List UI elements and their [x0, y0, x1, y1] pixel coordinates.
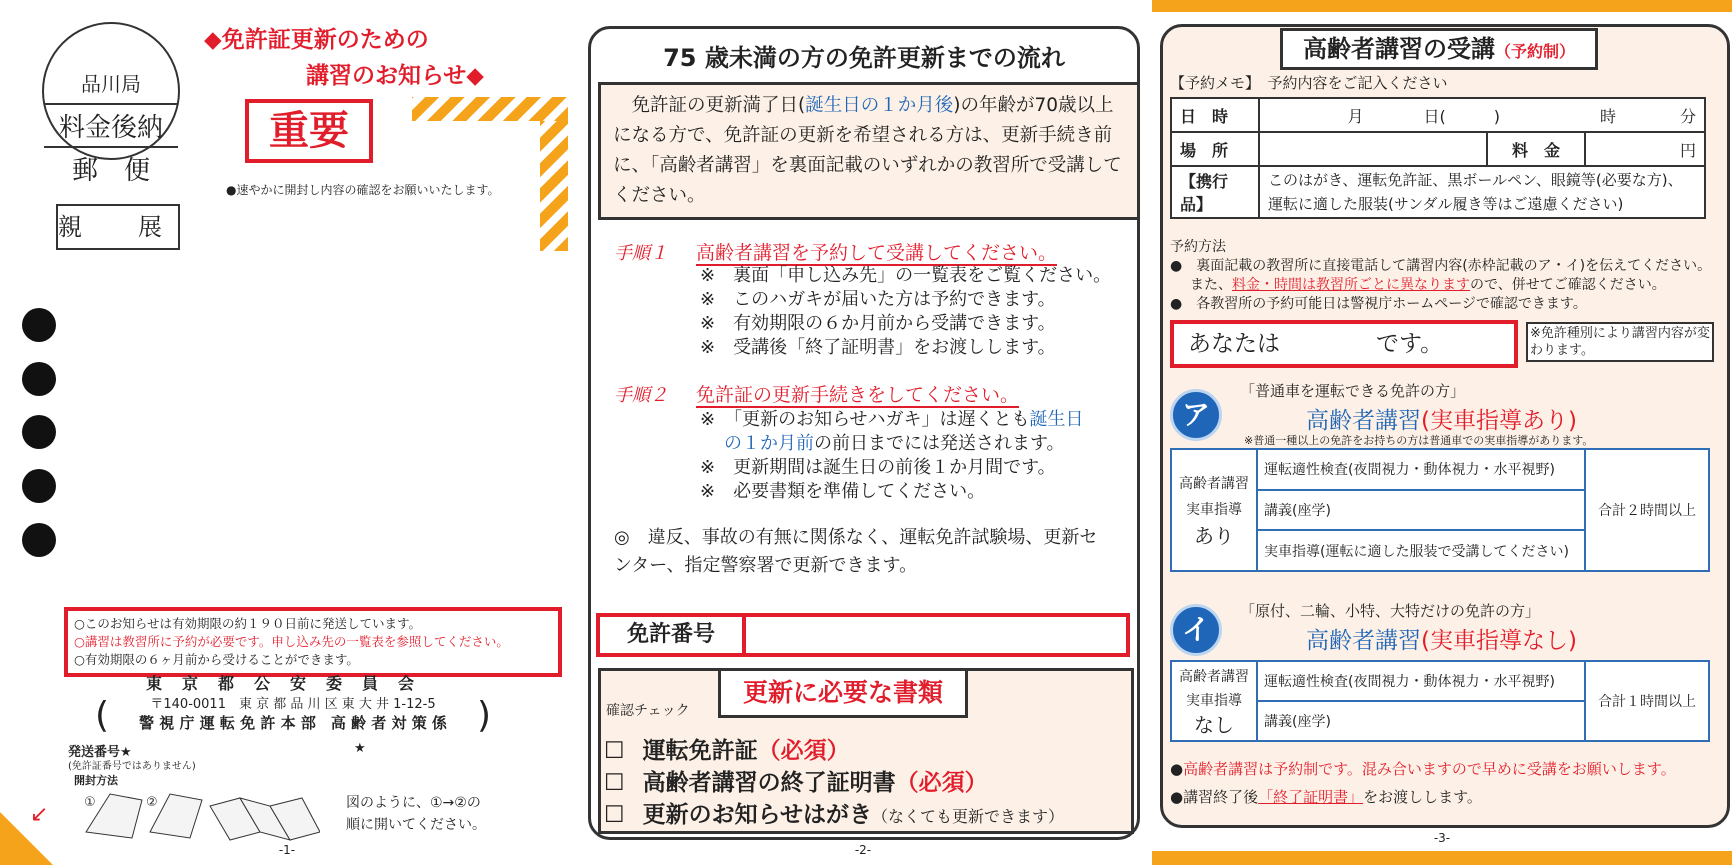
punch-hole — [22, 523, 56, 557]
list-item-cont: の１か月前の前日までには発送されます。 — [724, 433, 1065, 454]
step1-header — [614, 238, 1057, 265]
step1-label: 手順１ — [614, 243, 668, 264]
foot-note-1: ●高齢者講習は予約制です。混み合いますので早めに受講をお願いします。 — [1170, 760, 1676, 778]
doc-item: ☐ 運転免許証（必須） — [604, 738, 850, 764]
table-cell: 運転適性検査(夜間視力・動体視力・水平視野) — [1257, 661, 1585, 701]
intro-text: )の年齢が70歳以上になる方で、免許証の更新を希望される方は、更新手続き前に、「高齢者講習」を裏面記載のいずれかの教習所で受講してください。 — [613, 95, 1122, 206]
method-line: ● 裏面記載の教習所に直接電話して講習内容(赤枠記載のア・イ)を伝えてください。 — [1170, 258, 1712, 274]
license-number-label: 免許番号 — [600, 617, 746, 653]
intro-box — [598, 82, 1140, 220]
open-instructions-line2: 順に開いてください。 — [346, 817, 486, 833]
renewal-note: ◎ 違反、事故の有無に関係なく、運転免許試験場、更新センター、指定警察署で更新できます。 — [614, 527, 1098, 576]
list-item: ※ 「更新のお知らせハガキ」は遅くとも誕生日 — [700, 409, 1084, 430]
open-note: ●速やかに開封し内容の確認をお願いいたします。 — [226, 183, 500, 197]
checkbox[interactable]: ☐ — [604, 738, 625, 764]
punch-hole — [22, 308, 56, 342]
list-item: ※ 更新期間は誕生日の前後１か月間です。 — [700, 457, 1056, 478]
step2-list — [700, 408, 1120, 504]
doc-item: ☐ 高齢者講習の終了証明書（必須） — [604, 770, 988, 796]
stamp-line3: 郵 便 — [71, 156, 150, 186]
course-a-note: ※普通一種以上の免許をお持ちの方は普通車での実車指導があります。 — [1244, 434, 1594, 447]
stripe-decoration — [412, 97, 568, 121]
table-cell: 実車指導(運転に適した服装で受講してください) — [1257, 530, 1585, 571]
course-a-badge: ア — [1170, 389, 1222, 441]
notice-line: ○有効期限の６ヶ月前から受けることができます。 — [74, 652, 359, 667]
list-item: ※ 有効期限の６か月前から受講できます。 — [700, 313, 1056, 334]
list-item: ※ 裏面「申し込み先」の一覧表をご覧ください。 — [700, 265, 1112, 286]
dept-line: 警 視 庁 運 転 免 許 本 部 高 齢 者 対 策 係 — [139, 714, 447, 732]
method-label: 予約方法 — [1170, 239, 1226, 255]
arrow-icon: ↙ — [30, 802, 49, 827]
notice-box — [64, 607, 562, 677]
address-line: 〒140-0011 東 京 都 品 川 区 東 大 井 1-12-5 — [150, 697, 436, 712]
intro-highlight: 誕生日の１か月後 — [805, 95, 954, 116]
step1-heading: 高齢者講習を予約して受講してください。 — [696, 242, 1058, 264]
doc-item: ☐ 更新のお知らせはがき（なくても更新できます） — [604, 802, 1064, 828]
table-cell: 運転適性検査(夜間視力・動体視力・水平視野) — [1257, 449, 1585, 490]
panel-3 — [1152, 0, 1732, 865]
opening-diagram — [80, 782, 320, 844]
reservation-memo — [1170, 97, 1706, 219]
course-b-badge: イ — [1170, 604, 1222, 656]
important-badge: 重要 — [245, 99, 373, 163]
sending-no-label: 発送番号★ — [68, 745, 132, 760]
list-item: ※ このハガキが届いた方は予約できます。 — [700, 289, 1056, 310]
stamp-office: 品川局 — [81, 72, 141, 96]
page-number: -1- — [278, 843, 296, 857]
open-method-label: 開封方法 — [74, 774, 118, 787]
course-a-table: 高齢者講習 実車指導 あり 運転適性検査(夜間視力・動体視力・水平視野) 合計２時間以上 講義(座学) 実車指導(運転に適した服装で受講してください) — [1170, 448, 1710, 572]
list-item: ※ 必要書類を準備してください。 — [700, 481, 986, 502]
you-note: ※免許種別により講習内容が変わります。 — [1526, 322, 1714, 362]
course-b-table: 高齢者講習 実車指導 なし 運転適性検査(夜間視力・動体視力・水平視野) 合計１時間以上 講義(座学) — [1170, 660, 1710, 742]
foot-note-2: ●講習終了後「終了証明書」をお渡しします。 — [1170, 788, 1482, 806]
page-number: -3- — [1433, 831, 1451, 845]
postage-stamp — [42, 22, 180, 186]
checkbox[interactable]: ☐ — [604, 770, 625, 796]
punch-hole — [22, 415, 56, 449]
method-line: ● 各教習所の予約可能日は警視庁ホームページで確認できます。 — [1170, 296, 1587, 312]
step2-header — [614, 380, 1019, 407]
reservation-method — [1170, 238, 1720, 314]
memo-row-place: 場 所 料 金 円 — [1171, 132, 1705, 166]
step2-label: 手順２ — [614, 385, 668, 406]
check-label: 確認チェック — [606, 703, 690, 719]
notice-title-line1: ◆免許証更新のための — [204, 27, 429, 53]
punch-hole — [22, 469, 56, 503]
notice-line: ○このお知らせは有効期限の約１９０日前に発送しています。 — [74, 616, 422, 631]
memo-label: 【予約メモ】 予約内容をご記入ください — [1170, 74, 1448, 92]
course-a-title: 高齢者講習(実車指導あり) — [1306, 408, 1577, 434]
step2-heading: 免許証の更新手続きをしてください。 — [696, 384, 1020, 406]
panel-2 — [574, 0, 1152, 865]
svg-text:②: ② — [146, 795, 158, 810]
sending-no-note: (免許証番号ではありません) — [68, 761, 196, 772]
method-line: また、料金・時間は教習所ごとに異なりますので、併せてご確認ください。 — [1190, 277, 1666, 293]
intro-text: 免許証の更新満了日( — [613, 95, 806, 116]
svg-text:①: ① — [84, 795, 96, 810]
course-a-who: 「普通車を運転できる免許の方」 — [1240, 382, 1466, 400]
star-icon: ★ — [354, 741, 366, 756]
stamp-line2: 料金後納 — [44, 103, 178, 148]
course-title: 高齢者講習の受講（予約制） — [1280, 28, 1598, 70]
course-b-title: 高齢者講習(実車指導なし) — [1306, 628, 1577, 654]
flow-title: 75 歳未満の方の免許更新までの流れ — [663, 44, 1065, 72]
open-instructions-line1: 図のように、①→②の — [346, 795, 481, 811]
page-number: -2- — [854, 843, 872, 857]
paren-icon: ( — [95, 695, 110, 736]
table-cell: 講義(座学) — [1257, 490, 1585, 531]
panel-1 — [0, 0, 574, 865]
sender-committee: 東京都公安委員会 — [145, 674, 434, 693]
paren-icon: ) — [476, 695, 491, 736]
list-item: ※ 受講後「終了証明書」をお渡しします。 — [700, 337, 1056, 358]
shinten-box: 親 展 — [56, 204, 180, 250]
notice-title — [204, 22, 484, 94]
docs-title: 更新に必要な書類 — [718, 668, 968, 718]
table-cell: 講義(座学) — [1257, 701, 1585, 741]
stripe-decoration-vertical — [540, 121, 568, 251]
you-are-box[interactable]: あなたは です。 — [1170, 320, 1518, 368]
step1-list — [700, 264, 1111, 360]
notice-line: ○講習は教習所に予約が必要です。申し込み先の一覧表を参照してください。 — [74, 634, 509, 649]
notice-title-line2: 講習のお知らせ◆ — [306, 63, 484, 89]
checkbox[interactable]: ☐ — [604, 802, 625, 828]
sender-address — [95, 695, 491, 736]
license-number-field[interactable] — [596, 613, 1130, 657]
memo-row-date: 日 時 月 日( ) 時 分 — [1171, 98, 1705, 132]
memo-row-items: 【携行品】 このはがき、運転免許証、黒ボールペン、眼鏡等(必要な方)、運転に適した服装(サンダル履き等はご遠慮ください) — [1171, 166, 1705, 218]
course-b-who: 「原付、二輪、小特、大特だけの免許の方」 — [1240, 602, 1541, 620]
open-instructions — [346, 792, 486, 836]
punch-hole — [22, 362, 56, 396]
